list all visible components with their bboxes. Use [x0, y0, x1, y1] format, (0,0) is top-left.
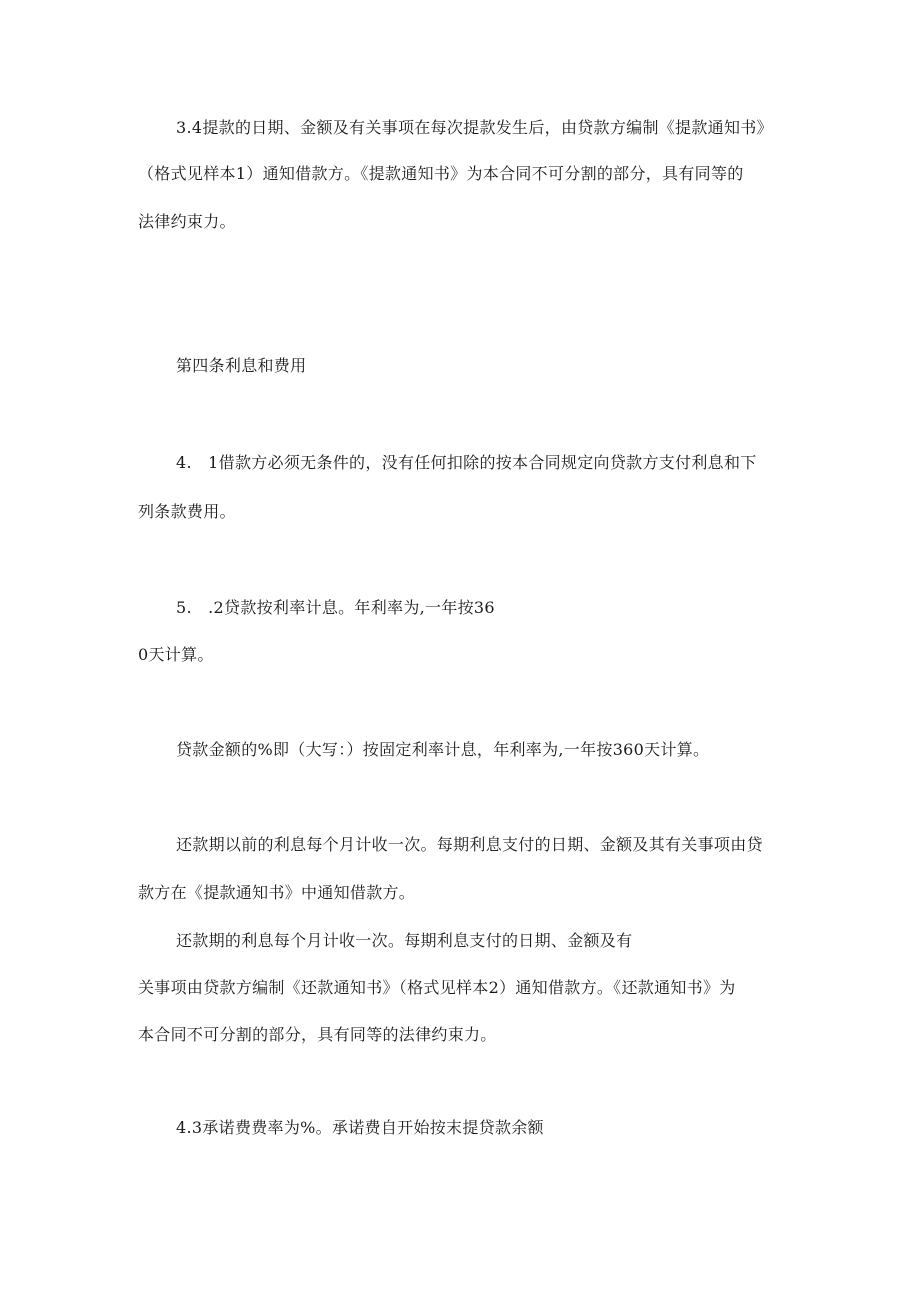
paragraph-loan-amount: 贷款金额的%即（大写：）按固定利率计息，年利率为,一年按360天计算。 — [176, 740, 710, 759]
paragraph-3-4-line-2: （格式见样本1）通知借款方。《提款通知书》为本合同不可分割的部分，具有同等的 — [138, 164, 744, 183]
paragraph-pre-repayment-interest-line-1: 还款期以前的利息每个月计收一次。每期利息支付的日期、金额及其有关事项由贷 — [176, 835, 763, 854]
paragraph-repayment-interest-line-1: 还款期的利息每个月计收一次。每期利息支付的日期、金额及有 — [176, 931, 633, 950]
paragraph-3-4-line-3: 法律约束力。 — [138, 212, 236, 231]
section-heading: 第四条利息和费用 — [176, 356, 307, 375]
paragraph-repayment-interest-line-2: 关事项由贷款方编制《还款通知书》（格式见样本2）通知借款方。《还款通知书》为 — [138, 978, 736, 997]
paragraph-pre-repayment-interest-line-2: 款方在《提款通知书》中通知借款方。 — [138, 883, 416, 902]
paragraph-3-4-line-1: 3.4提款的日期、金额及有关事项在每次提款发生后，由贷款方编制《提款通知书》 — [176, 118, 773, 137]
paragraph-5-2-line-1: 5. .2贷款按利率计息。年利率为,一年按36 — [176, 598, 495, 617]
paragraph-4-1-line-1: 4. 1借款方必须无条件的，没有任何扣除的按本合同规定向贷款方支付利息和下 — [176, 453, 757, 472]
paragraph-4-1-line-2: 列条款费用。 — [138, 502, 236, 521]
paragraph-5-2-line-2: 0天计算。 — [138, 645, 214, 664]
paragraph-4-3: 4.3承诺费费率为%。承诺费自开始按末提贷款余额 — [176, 1118, 544, 1137]
paragraph-repayment-interest-line-3: 本合同不可分割的部分，具有同等的法律约束力。 — [138, 1025, 497, 1044]
